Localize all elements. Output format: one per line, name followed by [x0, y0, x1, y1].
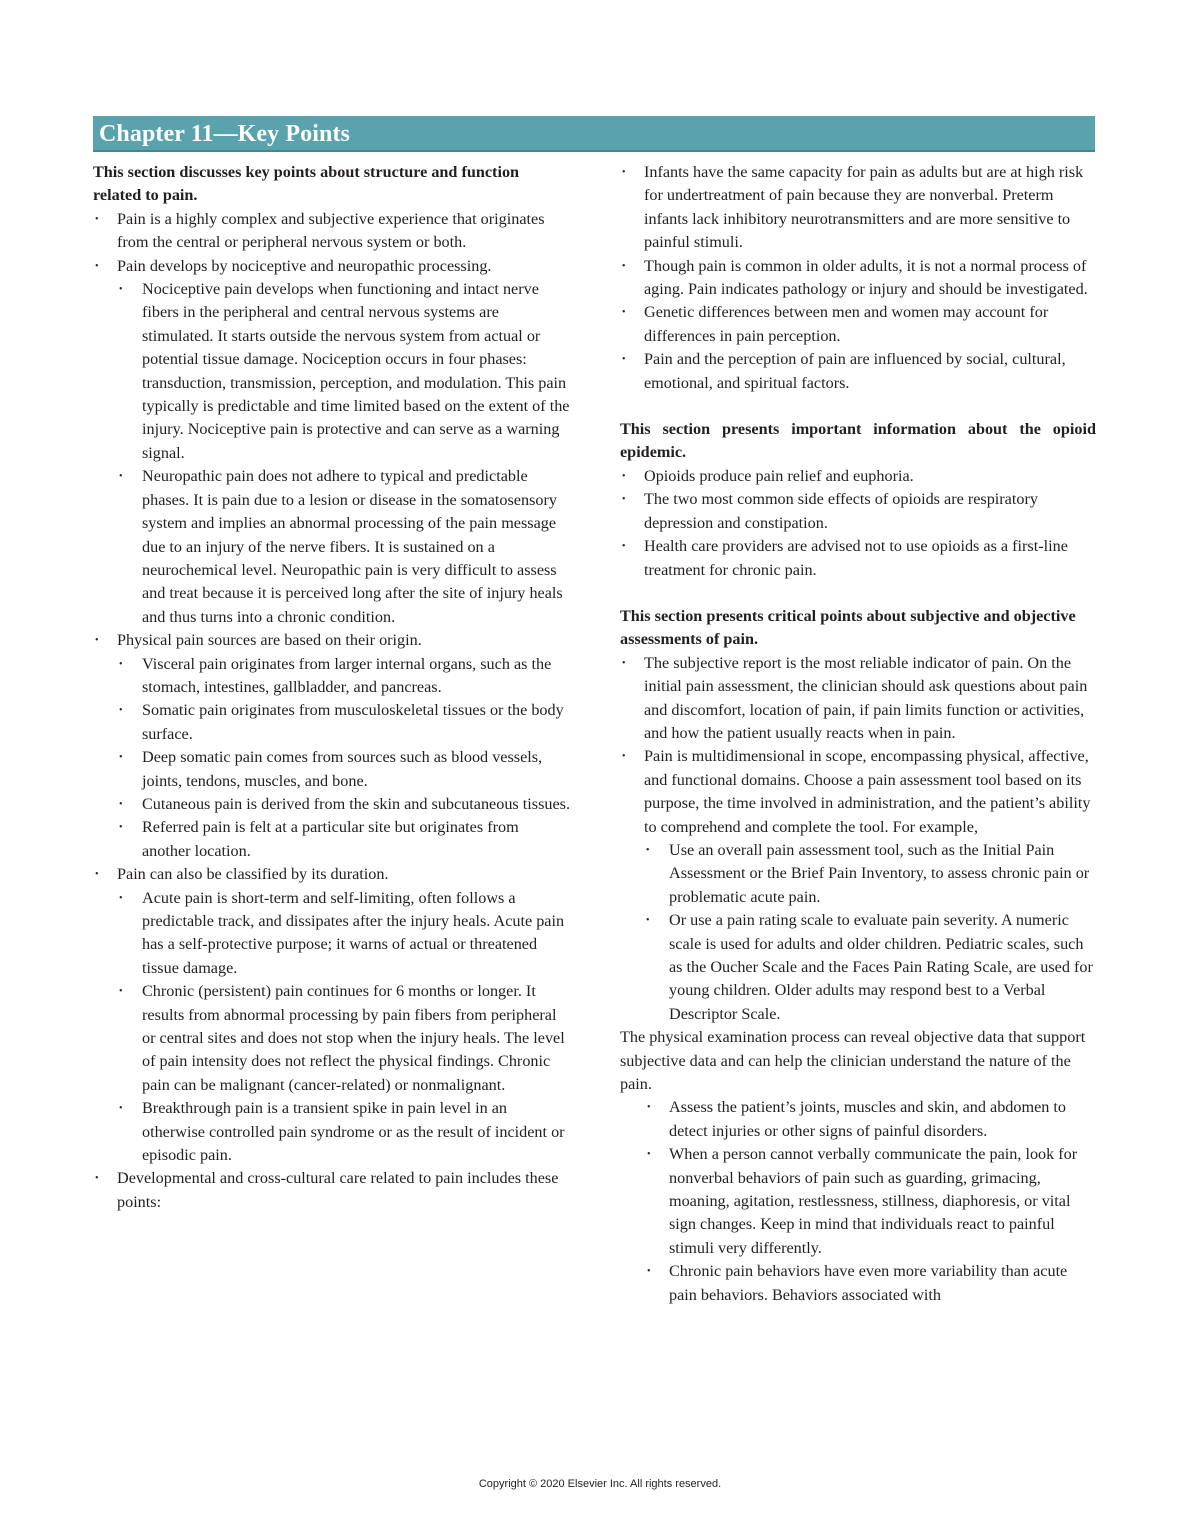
chapter-title: Chapter 11—Key Points	[99, 121, 350, 147]
right-column	[620, 161, 1096, 1307]
list-item	[93, 863, 571, 1167]
section-heading-structure: This section discusses key points about structure and function related to pain.	[93, 163, 520, 205]
list-item	[620, 301, 1096, 348]
physical-list	[620, 1096, 1096, 1307]
processing-sublist	[117, 278, 571, 629]
list-item	[620, 348, 1096, 395]
list-item-text: The subjective report is the most reliable indicator of pain. On the initial pain assessment, the clinician should ask questions about pain and discomfort, location of pain, if pain limits function or activities, and how the patient usually reacts when in pain.	[644, 653, 1088, 742]
duration-sublist	[117, 887, 571, 1168]
list-item-text: Infants have the same capacity for pain as adults but are at high risk for undertreatment of pain because they are nonverbal. Preterm infants lack inhibitory neurotransmitters and are more sensitive to painful stimuli.	[644, 163, 1084, 252]
section-heading-opioid: This section presents important information about the opioid epidemic.	[620, 420, 1096, 462]
list-item	[620, 465, 1096, 488]
list-item-text: Developmental and cross-cultural care related to pain includes these points:	[117, 1169, 559, 1211]
spacer	[620, 582, 1096, 605]
list-item-text: Somatic pain originates from musculoskeletal tissues or the body surface.	[142, 701, 564, 743]
list-item	[93, 629, 571, 863]
list-item	[645, 1260, 1096, 1307]
list-item	[645, 1143, 1096, 1260]
list-item	[620, 255, 1096, 302]
list-item-text: Breakthrough pain is a transient spike in pain level in an otherwise controlled pain syndrome or as the result of incident or episodic pain.	[142, 1099, 565, 1165]
sublist-item	[117, 887, 571, 981]
list-item	[93, 208, 571, 255]
sublist-item	[117, 653, 571, 700]
section-heading-assessment: This section presents critical points about subjective and objective assessments of pain.	[620, 606, 1076, 649]
physical-exam-paragraph: The physical examination process can reveal objective data that support subjective data and can help the clinician understand the nature of the pain.	[620, 1028, 1086, 1094]
list-item-text: Chronic (persistent) pain continues for 6 months or longer. It results from abnormal processing by pain fibers from peripheral or central sites and does not stop when the injury heals. The level of pain intensity does not reflect the physical findings. Chronic pain can be malignant (cancer-related) or nonmalignant.	[142, 982, 565, 1094]
structure-list	[93, 208, 571, 1214]
sublist-item	[117, 1097, 571, 1167]
list-item-text: Pain and the perception of pain are influenced by social, cultural, emotional, and spiritual factors.	[644, 350, 1066, 392]
list-item	[620, 745, 1096, 1026]
list-item	[620, 535, 1096, 582]
list-item	[620, 161, 1096, 255]
list-item-text: Chronic pain behaviors have even more variability than acute pain behaviors. Behaviors associated with	[669, 1262, 1068, 1304]
list-item-text: Pain develops by nociceptive and neuropathic processing.	[117, 256, 492, 275]
sublist-item	[117, 980, 571, 1097]
developmental-list	[620, 161, 1096, 395]
sublist-item	[117, 465, 571, 629]
list-item-text: Pain can also be classified by its duration.	[117, 865, 389, 884]
list-item-text: Nociceptive pain develops when functioning and intact nerve fibers in the peripheral and central nervous systems are stimulated. It starts outside the nervous system from actual or potential tissue damage. Nociception occurs in four phases: transduction, transmission, perception, and modulation. This pain typically is predictable and time limited based on the extent of the injury. Nociceptive pain is protective and can serve as a warning signal.	[142, 280, 570, 462]
sublist-item	[644, 839, 1096, 909]
tool-sublist	[644, 839, 1096, 1026]
list-item-text: Genetic differences between men and women may account for differences in pain perception.	[644, 303, 1049, 345]
sublist-item	[644, 909, 1096, 1026]
list-item-text: Visceral pain originates from larger internal organs, such as the stomach, intestines, gallbladder, and pancreas.	[142, 654, 552, 696]
list-item-text: Health care providers are advised not to use opioids as a first-line treatment for chronic pain.	[644, 537, 1068, 579]
list-item	[93, 1167, 571, 1214]
sublist-item	[117, 746, 571, 793]
list-item-text: Assess the patient’s joints, muscles and skin, and abdomen to detect injuries or other signs of painful disorders.	[669, 1098, 1066, 1140]
list-item-text: The two most common side effects of opioids are respiratory depression and constipation.	[644, 490, 1038, 532]
list-item-text: Referred pain is felt at a particular site but originates from another location.	[142, 818, 519, 860]
sublist-item	[117, 793, 571, 816]
chapter-banner	[93, 116, 1095, 152]
copyright-footer: Copyright © 2020 Elsevier Inc. All rights reserved.	[478, 1478, 722, 1490]
list-item-text: Neuropathic pain does not adhere to typical and predictable phases. It is pain due to a lesion or disease in the somatosensory system and implies an abnormal processing of the pain message due to an injury of the nerve fibers. It is sustained on a neurochemical level. Neuropathic pain is very difficult to assess and treat because it is perceived long after the site of injury heals and thus turns into a chronic condition.	[142, 467, 563, 626]
list-item-text: Physical pain sources are based on their origin.	[117, 631, 422, 650]
list-item	[93, 255, 571, 630]
list-item-text: Use an overall pain assessment tool, such as the Initial Pain Assessment or the Brief Pain Inventory, to assess chronic pain or problematic acute pain.	[669, 840, 1090, 906]
opioid-list	[620, 465, 1096, 582]
list-item-text: Opioids produce pain relief and euphoria.	[644, 466, 914, 485]
list-item-text: Or use a pain rating scale to evaluate pain severity. A numeric scale is used for adults and older children. Pediatric scales, such as the Oucher Scale and the Faces Pain Rating Scale, are used for young children. Older adults may respond best to a Verbal Descriptor Scale.	[669, 911, 1093, 1023]
list-item-text: When a person cannot verbally communicate the pain, look for nonverbal behaviors of pain such as guarding, grimacing, moaning, agitation, restlessness, stillness, diaphoresis, or vital sign changes. Keep in mind that individuals react to painful stimuli very differently.	[669, 1145, 1078, 1257]
sources-sublist	[117, 653, 571, 864]
list-item	[620, 652, 1096, 746]
list-item	[645, 1096, 1096, 1143]
list-item-text: Acute pain is short-term and self-limiting, often follows a predictable track, and dissipates after the injury heals. Acute pain has a self-protective purpose; it warns of actual or threatened tissue damage.	[142, 888, 565, 977]
spacer	[620, 395, 1096, 418]
list-item-text: Cutaneous pain is derived from the skin and subcutaneous tissues.	[142, 794, 570, 813]
list-item-text: Pain is multidimensional in scope, encompassing physical, affective, and functional domains. Choose a pain assessment tool based on its purpose, the time involved in administration, and the patient’s ability to comprehend and complete the tool. For example,	[644, 747, 1091, 836]
left-column	[93, 161, 571, 1214]
list-item-text: Though pain is common in older adults, it is not a normal process of aging. Pain indicates pathology or injury and should be investigated.	[644, 256, 1088, 299]
list-item-text: Pain is a highly complex and subjective experience that originates from the central or peripheral nervous system or both.	[117, 209, 545, 252]
sublist-item	[117, 699, 571, 746]
list-item	[620, 488, 1096, 535]
assessment-list	[620, 652, 1096, 1027]
sublist-item	[117, 278, 571, 465]
sublist-item	[117, 816, 571, 863]
list-item-text: Deep somatic pain comes from sources such as blood vessels, joints, tendons, muscles, and bone.	[142, 748, 543, 790]
